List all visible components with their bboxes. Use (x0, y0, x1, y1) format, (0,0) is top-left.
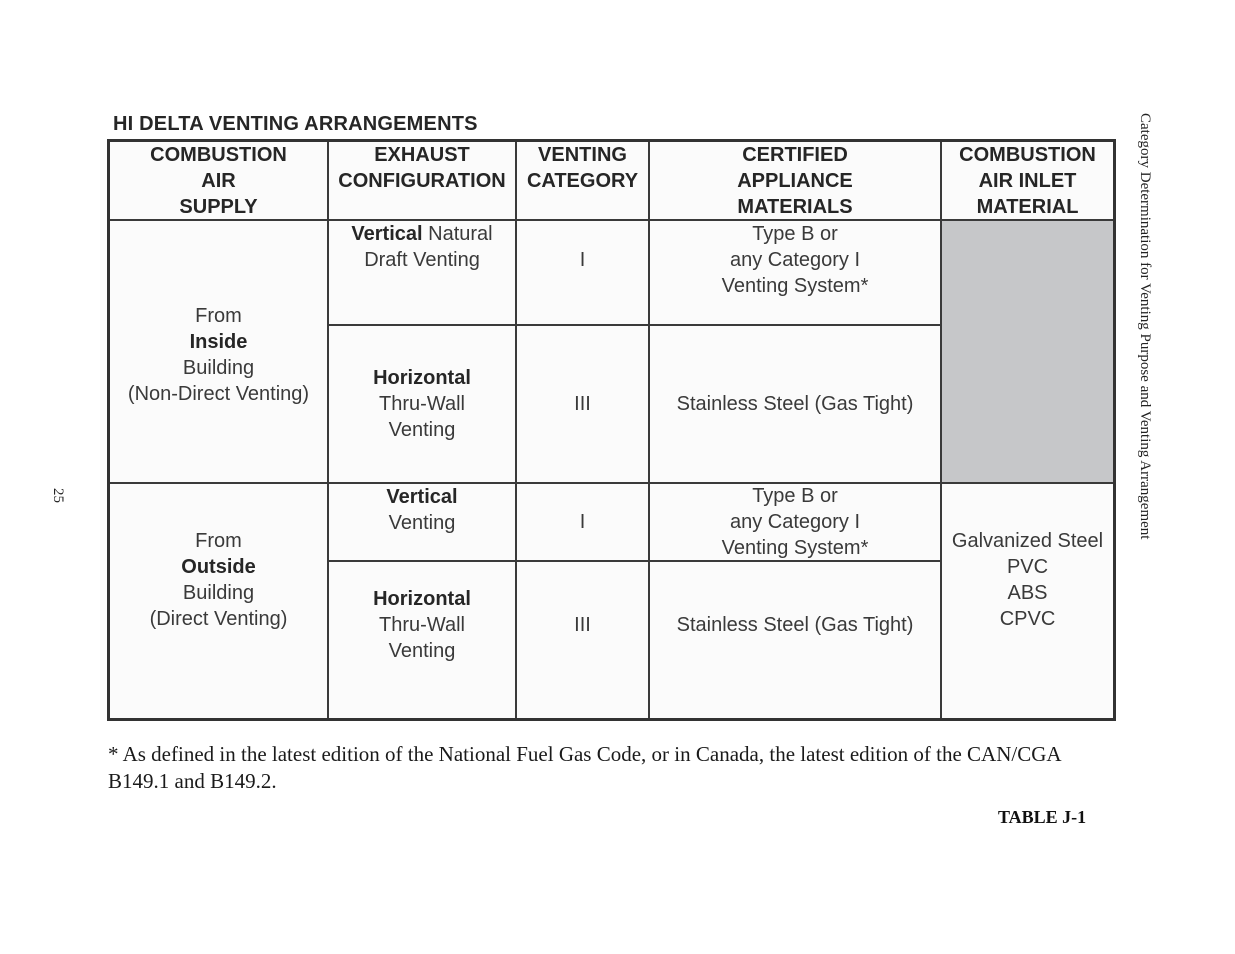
header-combustion-air-inlet-material (942, 142, 1113, 221)
inlet-material: CPVC (999, 608, 1056, 630)
header-line: COMBUSTION (150, 144, 287, 166)
exhaust-line (351, 221, 492, 247)
exhaust-line: Venting (388, 419, 456, 441)
header-exhaust-configuration (329, 142, 517, 221)
header-line: CONFIGURATION (338, 170, 506, 192)
exhaust-bold: Horizontal (373, 367, 471, 389)
materials-line: Type B or (752, 485, 838, 507)
inlet-material: Galvanized Steel (951, 530, 1104, 552)
category-value: I (579, 511, 586, 533)
header-line: MATERIAL (976, 196, 1079, 218)
exhaust-cell (329, 221, 517, 326)
supply-line: From (195, 530, 242, 552)
header-venting-category (517, 142, 650, 221)
inlet-material-shaded (942, 221, 1113, 484)
header-line: AIR INLET (978, 170, 1077, 192)
table-label: TABLE J-1 (998, 807, 1087, 827)
materials-cell (650, 562, 942, 718)
supply-line: (Direct Venting) (149, 608, 288, 630)
supply-line: (Non-Direct Venting) (127, 382, 310, 405)
header-line: COMBUSTION (959, 144, 1096, 166)
exhaust-bold: Vertical (351, 223, 423, 245)
exhaust-line: Venting (388, 512, 456, 534)
header-line: MATERIALS (737, 196, 853, 218)
exhaust-line: Draft Venting (364, 249, 480, 271)
materials-line: any Category I (729, 249, 861, 271)
exhaust-bold: Horizontal (373, 588, 471, 610)
venting-table (107, 139, 1116, 721)
materials-line: Type B or (752, 223, 838, 245)
exhaust-line: Venting (388, 640, 456, 662)
header-line: VENTING (538, 144, 627, 166)
header-line: EXHAUST (374, 144, 470, 166)
category-value: III (574, 393, 591, 415)
supply-line: Inside (189, 330, 248, 353)
category-value: III (574, 614, 591, 636)
exhaust-cell (329, 562, 517, 718)
supply-inside-building (110, 221, 329, 484)
footnote-line: B149.1 and B149.2. (108, 769, 277, 793)
materials-line: Venting System* (721, 537, 869, 559)
exhaust-line: Thru-Wall (379, 614, 465, 636)
category-value: I (579, 248, 586, 271)
exhaust-line: Thru-Wall (379, 393, 465, 415)
materials-cell (650, 326, 942, 484)
footnote-line: * As defined in the latest edition of the National Fuel Gas Code, or in Canada, the latest edition of the CAN/CGA (108, 742, 1062, 766)
header-certified-appliance-materials (650, 142, 942, 221)
supply-line: From (195, 304, 242, 327)
category-cell (517, 484, 650, 562)
supply-line: Building (182, 356, 255, 379)
header-line: APPLIANCE (737, 170, 853, 192)
materials-line: Stainless Steel (Gas Tight) (676, 393, 914, 415)
header-line: AIR (201, 170, 236, 192)
header-combustion-air-supply (110, 142, 329, 221)
header-line: SUPPLY (179, 196, 258, 218)
exhaust-bold: Vertical (386, 486, 458, 508)
inlet-material: PVC (1006, 556, 1049, 578)
exhaust-cell (329, 484, 517, 562)
materials-line: any Category I (729, 511, 861, 533)
materials-cell (650, 484, 942, 562)
supply-line: Outside (181, 556, 256, 578)
category-cell (517, 221, 650, 326)
materials-line: Stainless Steel (Gas Tight) (676, 614, 914, 636)
supply-outside-building (110, 484, 329, 718)
category-cell (517, 562, 650, 718)
materials-line: Venting System* (721, 275, 869, 297)
supply-line: Building (182, 582, 255, 604)
table-title: HI DELTA VENTING ARRANGEMENTS (113, 113, 478, 135)
page-number: 25 (50, 488, 66, 503)
inlet-material-list (942, 484, 1113, 718)
inlet-material: ABS (1007, 582, 1048, 604)
header-line: CERTIFIED (742, 144, 848, 166)
footnote (108, 741, 1108, 795)
exhaust-cell (329, 326, 517, 484)
side-caption: Category Determination for Venting Purpose and Venting Arrangement (1137, 113, 1153, 540)
exhaust-rest: Natural (428, 223, 493, 245)
materials-cell (650, 221, 942, 326)
header-line: CATEGORY (526, 170, 639, 192)
category-cell (517, 326, 650, 484)
